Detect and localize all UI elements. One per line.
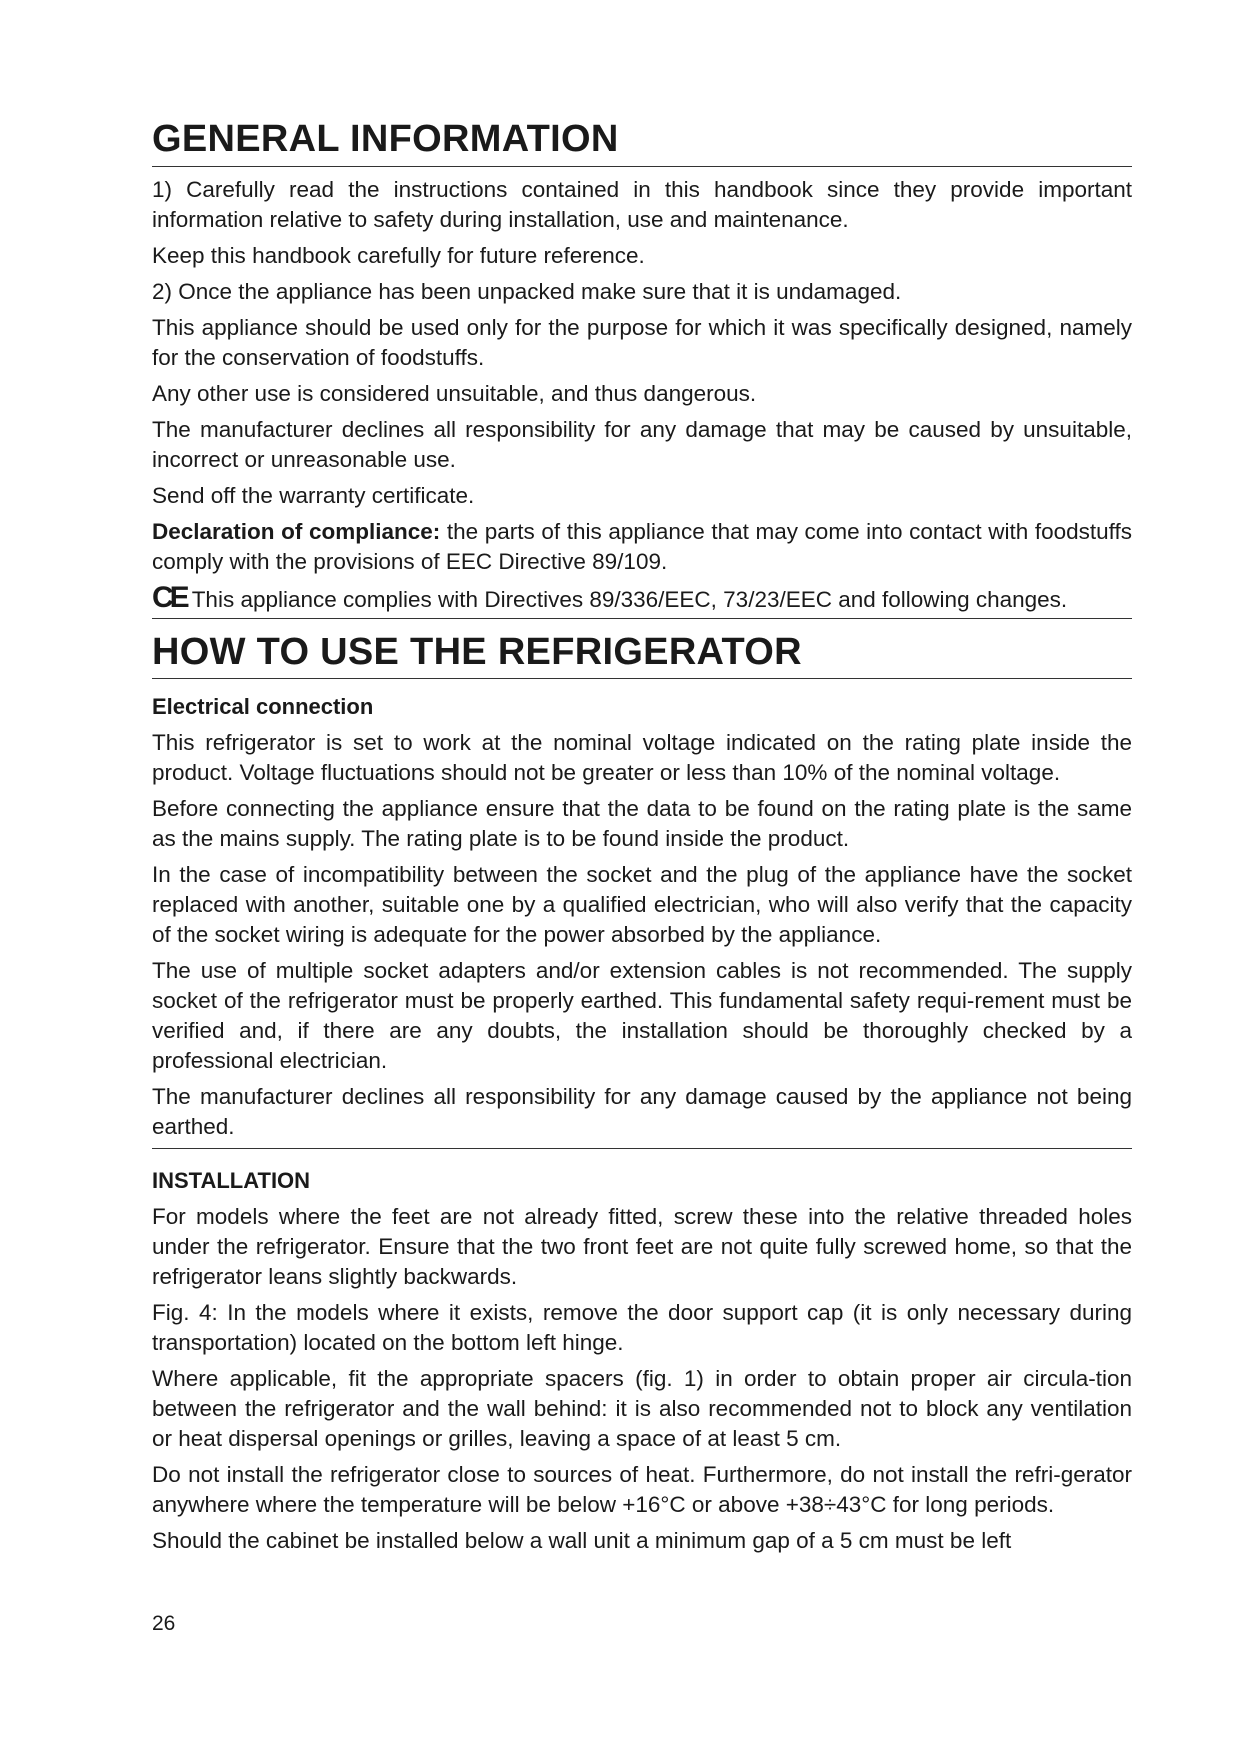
paragraph: In the case of incompatibility between the socket and the plug of the appliance have the socket replaced with another, suitable one by a qualified electrician, who will also verify that the capacity of the socket wiring is adequate for the power absorbed by the appliance.: [152, 861, 1132, 947]
paragraph: For models where the feet are not already fitted, screw these into the relative threaded holes under the refrigerator. Ensure that the two front feet are not quite fully screwed home, so that the refrigerator leans slightly backwards.: [152, 1203, 1132, 1289]
paragraph: Before connecting the appliance ensure that the data to be found on the rating plate is the same as the mains supply. The rating plate is to be found inside the product.: [152, 795, 1132, 851]
paragraph: Do not install the refrigerator close to sources of heat. Furthermore, do not install the refri-gerator anywhere where the temperature will be below +16°C or above +38÷43°C for long periods.: [152, 1461, 1132, 1517]
subsection-heading-electrical: Electrical connection: [152, 694, 374, 720]
page-number: 26: [152, 1612, 176, 1635]
ce-compliance-line: [152, 580, 1132, 619]
ce-mark-icon: CE: [152, 580, 186, 614]
section-title-how-to-use: HOW TO USE THE REFRIGERATOR: [152, 631, 1132, 680]
paragraph: Any other use is considered unsuitable, and thus dangerous.: [152, 380, 757, 406]
paragraph: The manufacturer declines all responsibility for any damage that may be caused by unsuitable, incorrect or unreasonable use.: [152, 416, 1132, 472]
subsection-heading-installation: INSTALLATION: [152, 1167, 311, 1193]
document-page: [152, 118, 1132, 1562]
paragraph: 1) Carefully read the instructions contained in this handbook since they provide important information relative to safety during installation, use and maintenance.: [152, 176, 1132, 232]
installation-section: [152, 1167, 1132, 1556]
ce-compliance-text: This appliance complies with Directives 89/336/EEC, 73/23/EEC and following changes.: [191, 586, 1068, 612]
compliance-text: the parts of this appliance that may come into contact with foodstuffs comply with the provisions of EEC Directive 89/109.: [152, 518, 1132, 574]
paragraph: Keep this handbook carefully for future reference.: [152, 242, 645, 268]
paragraph: This appliance should be used only for the purpose for which it was specifically designed, namely for the conservation of foodstuffs.: [152, 314, 1132, 370]
paragraph: Send off the warranty certificate.: [152, 482, 475, 508]
section-title-general-information: GENERAL INFORMATION: [152, 118, 1132, 167]
compliance-label: Declaration of compliance:: [152, 518, 441, 544]
paragraph: Where applicable, fit the appropriate spacers (fig. 1) in order to obtain proper air circula-tion between the refrigerator and the wall behind: it is also recommended not to block any ventilation or heat dispersal openings or grilles, leaving a space of at least 5 cm.: [152, 1365, 1132, 1451]
general-information-body: [152, 175, 1132, 619]
paragraph: The manufacturer declines all responsibility for any damage caused by the appliance not being earthed.: [152, 1083, 1132, 1139]
paragraph: Fig. 4: In the models where it exists, remove the door support cap (it is only necessary during transportation) located on the bottom left hinge.: [152, 1299, 1132, 1355]
paragraph: The use of multiple socket adapters and/or extension cables is not recommended. The supply socket of the refrigerator must be properly earthed. This fundamental safety requi-rement must be verified and, if there are any doubts, the installation should be thoroughly checked by a professional electrician.: [152, 957, 1132, 1073]
compliance-paragraph: [152, 517, 1132, 577]
paragraph: 2) Once the appliance has been unpacked make sure that it is undamaged.: [152, 278, 902, 304]
paragraph: Should the cabinet be installed below a wall unit a minimum gap of a 5 cm must be left: [152, 1527, 1012, 1553]
paragraph: This refrigerator is set to work at the nominal voltage indicated on the rating plate inside the product. Voltage fluctuations should not be greater or less than 10% of the nominal voltage.: [152, 729, 1132, 785]
section-divider: [152, 1148, 1132, 1149]
electrical-connection-section: [152, 693, 1132, 1142]
